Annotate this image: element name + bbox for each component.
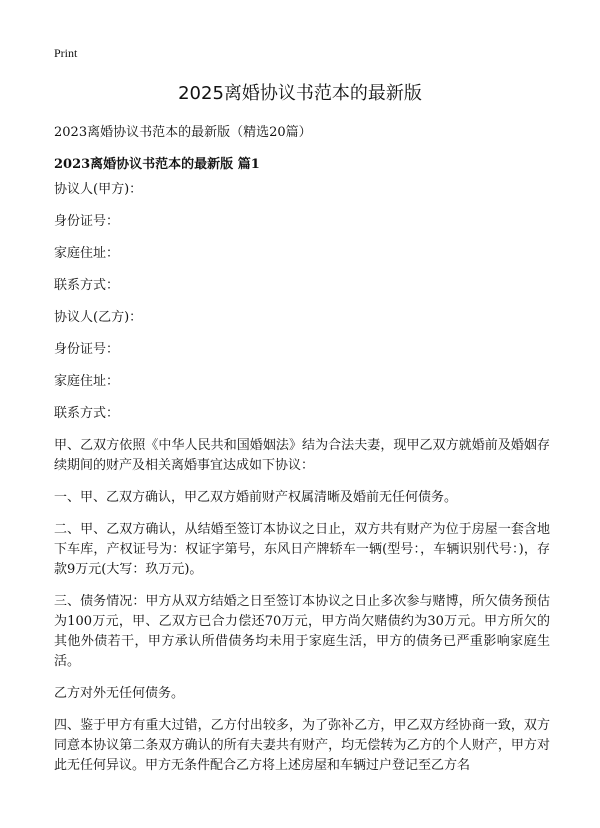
document-title: 2025离婚协议书范本的最新版 xyxy=(178,83,422,104)
print-link[interactable]: Print xyxy=(54,46,78,60)
document-body xyxy=(54,180,550,788)
field-party-a-contact: 联系方式： xyxy=(54,278,120,293)
field-party-b-address: 家庭住址： xyxy=(54,374,120,389)
paragraph-clause-1: 一、甲、乙双方确认，甲乙双方婚前财产权属清晰及婚前无任何债务。 xyxy=(54,490,458,505)
paragraph-clause-3: 三、债务情况：甲方从双方结婚之日至签订本协议之日止多次参与赌博，所欠债务预估为100万元，甲、乙双方已合力偿还70万元，甲方尚欠赌债约为30万元。甲方所欠的其他外债若干，甲方承认所借债务均未用于家庭生活，甲方的债务已严重影响家庭生活。 xyxy=(54,594,550,669)
paragraph-party-b-debt: 乙方对外无任何债务。 xyxy=(54,686,185,701)
paragraph-clause-4: 四、鉴于甲方有重大过错，乙方付出较多，为了弥补乙方，甲乙双方经协商一致，双方同意本协议第二条双方确认的所有夫妻共有财产，均无偿转为乙方的个人财产，甲方对此无任何异议。甲方无条件配合乙方将上述房屋和车辆过户登记至乙方名 xyxy=(54,718,550,773)
field-party-a-address: 家庭住址： xyxy=(54,246,120,261)
field-party-a-id: 身份证号： xyxy=(54,214,120,229)
paragraph-intro: 甲、乙双方依照《中华人民共和国婚姻法》结为合法夫妻，现甲乙双方就婚前及婚姻存续期间的财产及相关离婚事宜达成如下协议： xyxy=(54,438,550,473)
field-party-b-id: 身份证号： xyxy=(54,342,120,357)
field-party-a: 协议人(甲方)： xyxy=(54,182,143,197)
field-party-b: 协议人(乙方)： xyxy=(54,310,143,325)
field-party-b-contact: 联系方式： xyxy=(54,406,120,421)
paragraph-clause-2: 二、甲、乙双方确认，从结婚至签订本协议之日止，双方共有财产为位于房屋一套含地下车库，产权证号为：权证字第号，东风日产牌轿车一辆(型号：，车辆识别代号：)，存款9万元(大写：玖万元)。 xyxy=(54,522,550,577)
section-heading: 2023离婚协议书范本的最新版 篇1 xyxy=(54,157,260,172)
document-subtitle: 2023离婚协议书范本的最新版（精选20篇） xyxy=(54,125,312,140)
